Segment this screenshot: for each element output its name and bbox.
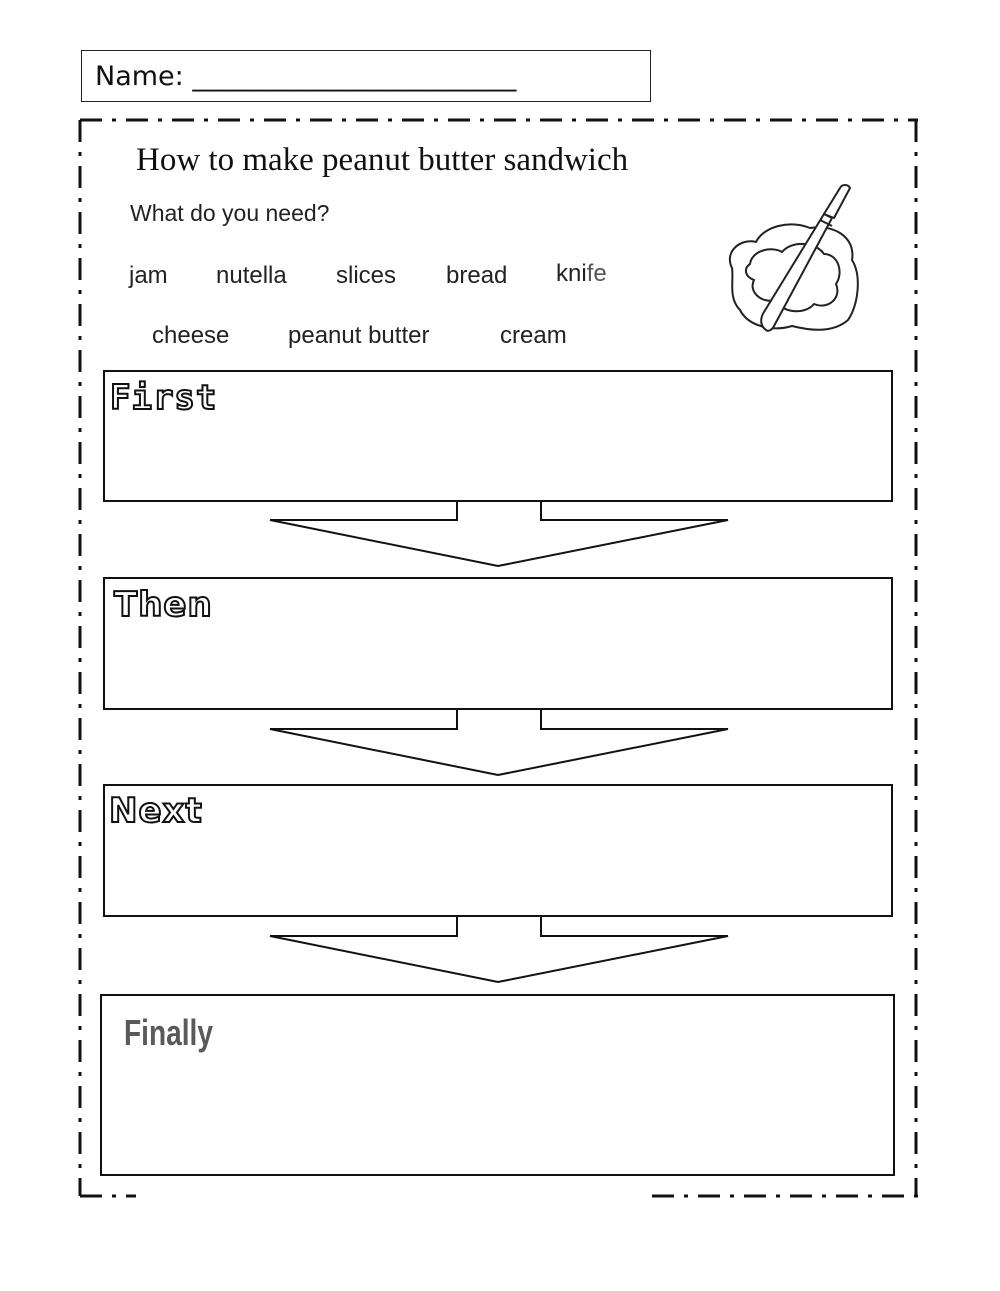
bread-and-knife-icon	[720, 180, 870, 340]
step-label-first: First	[110, 378, 218, 418]
arrow-2	[270, 708, 728, 775]
arrow-1	[270, 500, 728, 566]
step-label-then: Then	[114, 585, 213, 625]
step-box-finally[interactable]	[100, 994, 895, 1176]
step-label-finally: Finally	[124, 1012, 213, 1053]
ingredient-word: cream	[500, 322, 567, 349]
step-label-next: Next	[109, 791, 203, 831]
step-box-then[interactable]	[103, 577, 893, 710]
knife-part-1: kni	[556, 260, 587, 287]
step-box-first[interactable]	[103, 370, 893, 502]
ingredient-word: bread	[446, 262, 508, 289]
arrow-3	[270, 915, 728, 982]
ingredient-word: cheese	[152, 322, 230, 349]
ingredient-word: slices	[336, 262, 397, 289]
step-box-next[interactable]	[103, 784, 893, 917]
question-text: What do you need?	[130, 200, 330, 226]
ingredient-word: jam	[129, 262, 168, 289]
knife-part-2: fe	[586, 260, 607, 287]
ingredient-word-knife	[556, 260, 607, 288]
name-label: Name: ________________________	[95, 61, 517, 92]
ingredient-word: nutella	[216, 262, 287, 289]
worksheet-title: How to make peanut butter sandwich	[136, 142, 629, 178]
ingredient-word: peanut butter	[288, 322, 430, 349]
